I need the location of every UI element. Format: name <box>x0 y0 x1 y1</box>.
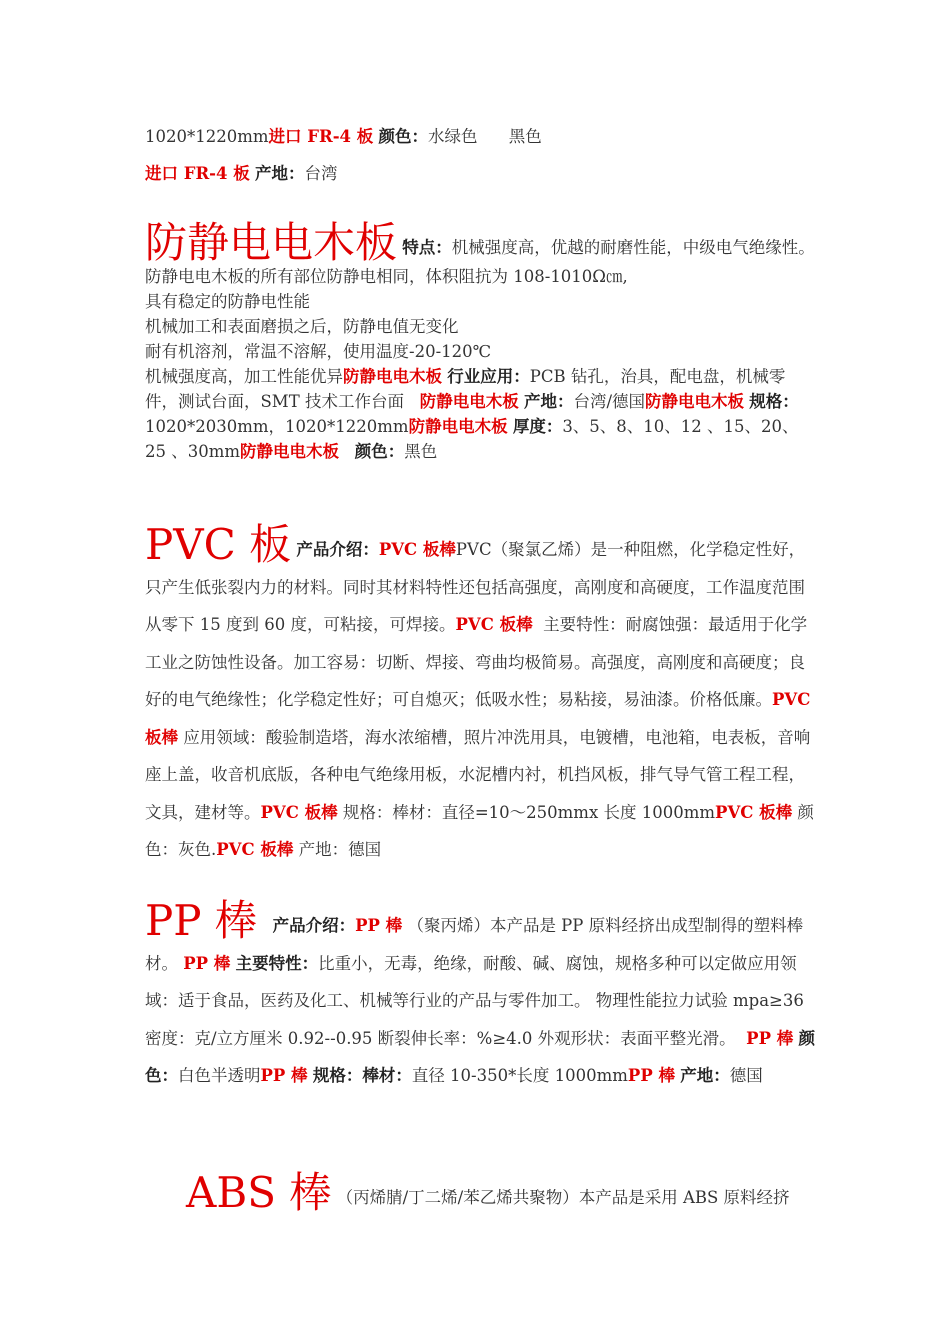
antistatic-industry-label: 行业应用： <box>447 367 530 386</box>
fr4-origin-label: 产地： <box>255 164 305 183</box>
pvc-text-2: 主要特性：耐腐蚀强：最适用于化学工业之防蚀性设备。加工容易：切断、焊接、弯曲均极简易。高强度，高刚度和高硬度；良好的电气绝缘性；化学稳定性好；可自熄灭；低吸水性；易粘接，易油漆。价格低廉。 <box>145 615 808 709</box>
pp-text-4: 直径 10-350*长度 1000mm <box>411 1066 628 1085</box>
fr4-size: 1020*1220mm <box>145 127 269 146</box>
pvc-section <box>145 520 815 869</box>
pvc-title: PVC 板 <box>145 520 292 569</box>
antistatic-origin-label: 产地： <box>523 392 574 411</box>
pp-title: PP 棒 <box>145 896 257 945</box>
pp-product-5: PP 棒 <box>627 1066 675 1085</box>
fr4-product-name-2: 进口 FR-4 板 <box>145 164 250 183</box>
antistatic-line-4: 耐有机溶剂，常温不溶解，使用温度-20-120℃ <box>145 342 492 361</box>
pvc-product-2: PVC 板棒 <box>455 615 533 634</box>
pvc-text-1: PVC（聚氯乙烯）是一种阻燃，化学稳定性好，只产生低张裂内力的材料。同时其材料特性还包括高强度，高刚度和高硬度，工作温度范围从零下 15 度到 60 度，可粘接，可焊接。 <box>145 540 806 634</box>
antistatic-section <box>145 218 815 464</box>
pp-text-3: 白色半透明 <box>178 1066 261 1085</box>
antistatic-details <box>145 364 815 464</box>
pvc-text-5: 颜色：灰色. <box>145 802 814 859</box>
fr4-color-value-2: 黑色 <box>508 127 542 146</box>
antistatic-product-2: 防静电电木板 <box>419 392 519 411</box>
pp-product-4: PP 棒 <box>260 1066 308 1085</box>
pvc-product-5: PVC 板棒 <box>715 802 793 822</box>
antistatic-line-1: 防静电电木板的所有部位防静电相同，体积阻抗为 108-1010Ω㎝, <box>145 267 628 286</box>
abs-title: ABS 棒 <box>186 1168 332 1217</box>
antistatic-line-5: 机械强度高，加工性能优异 <box>145 367 343 386</box>
pp-section <box>145 896 815 1095</box>
fr4-color-label: 颜色： <box>378 127 429 146</box>
antistatic-spec-label: 规格： <box>749 392 799 411</box>
antistatic-product-1: 防静电电木板 <box>343 367 442 386</box>
antistatic-thick-label: 厚度： <box>512 417 563 436</box>
pp-product-1: PP 棒 <box>355 916 403 935</box>
antistatic-line-2: 具有稳定的防静电性能 <box>145 292 310 311</box>
pp-text-1: （聚丙烯）本产品是 PP 原料经挤出成型制得的塑料棒材。 <box>145 916 804 973</box>
pvc-product-4: PVC 板棒 <box>260 802 338 822</box>
pvc-product-1: PVC 板棒 <box>378 540 456 559</box>
pvc-text-4: 规格：棒材：直径=10～250mmx 长度 1000mm <box>342 802 716 822</box>
antistatic-color-text: 黑色 <box>404 442 438 461</box>
fr4-color-value: 水绿色 <box>428 127 478 146</box>
pp-color-label: 颜色： <box>145 1028 815 1085</box>
pp-main-label: 主要特性： <box>235 953 319 973</box>
antistatic-heading-line <box>145 218 815 267</box>
antistatic-color-label: 颜色： <box>354 442 405 461</box>
pvc-text-3: 应用领域：酸验制造塔，海水浓缩槽，照片冲洗用具，电镀槽，电池箱，电表板，音响座上盖，收音机底版，各种电气绝缘用板，水泥槽内衬，机挡风板，排气导气管工程工程，文具，建材等。 <box>145 727 811 822</box>
fr4-line-1 <box>145 124 815 150</box>
antistatic-product-3: 防静电电木板 <box>645 392 745 411</box>
pp-spec-label: 规格：棒材： <box>312 1066 412 1085</box>
pp-origin-label: 产地： <box>680 1066 730 1085</box>
fr4-origin-value: 台湾 <box>304 164 338 183</box>
antistatic-industry-text: PCB 钻孔，治具，配电盘，机械零件，测试台面，SMT 技术工作台面 <box>145 367 786 411</box>
antistatic-spec-text: 1020*2030mm，1020*1220mm <box>145 417 409 436</box>
antistatic-product-4: 防静电电木板 <box>408 417 508 436</box>
antistatic-feature-label: 特点： <box>402 238 452 257</box>
pp-text-5: 德国 <box>729 1066 763 1085</box>
pvc-text-6: 产地：德国 <box>298 840 382 859</box>
abs-section <box>186 1168 826 1217</box>
pvc-product-3: PVC 板棒 <box>145 690 811 747</box>
pp-product-2: PP 棒 <box>183 953 231 973</box>
antistatic-feature-text: 机械强度高，优越的耐磨性能，中级电气绝缘性。 <box>451 238 815 257</box>
fr4-line-2 <box>145 161 815 187</box>
abs-text-1: （丙烯腈/丁二烯/苯乙烯共聚物）本产品是采用 ABS 原料经挤 <box>336 1188 790 1207</box>
pp-intro-label: 产品介绍： <box>272 916 356 935</box>
pvc-product-6: PVC 板棒 <box>216 840 294 859</box>
fr4-product-name: 进口 FR-4 板 <box>268 127 374 146</box>
antistatic-line-3: 机械加工和表面磨损之后，防静电值无变化 <box>145 317 459 336</box>
antistatic-title: 防静电电木板 <box>145 218 398 267</box>
antistatic-thick-text: 3、5、8、10、12 、15、20、25 、30mm <box>145 417 799 461</box>
antistatic-product-5: 防静电电木板 <box>240 442 340 461</box>
antistatic-origin-text: 台湾/德国 <box>573 392 646 411</box>
pp-product-3: PP 棒 <box>746 1028 794 1048</box>
pvc-intro-label: 产品介绍： <box>296 540 379 559</box>
pp-text-2: 比重小，无毒，绝缘，耐酸、碱、腐蚀，规格多种可以定做应用领域：适于食品，医药及化工、机械等行业的产品与零件加工。 物理性能拉力试验 mpa≥36 密度：克/立方厘米 0.92--0.95 断裂伸长率：%≥4.0 外观形状：表面平整光滑。 <box>145 953 804 1048</box>
